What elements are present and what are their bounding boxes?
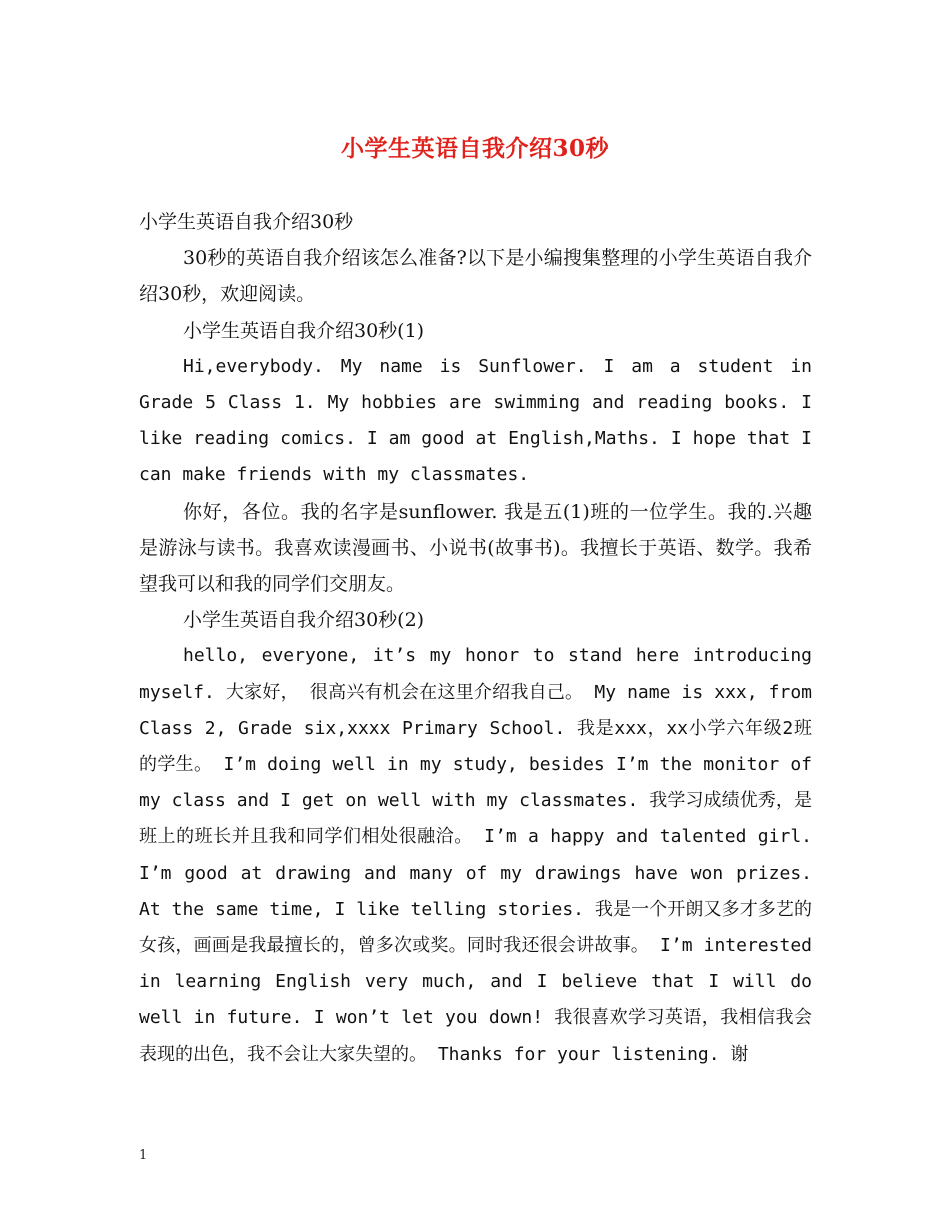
example-2-bilingual: hello, everyone, it’s my honor to stand here introducing myself. 大家好， 很高兴有机会在这里介绍我自己。 My name is xxx, from Class 2, Grade six,xxxx Primary School. 我是xxx，xx小学六年级2班的学生。 I’m doing well in my study, besides I’m the monitor of my class and I get on well with my classmates. 我学习成绩优秀，是班上的班长并且我和同学们相处很融洽。 I’m a happy and talented girl. I’m good at drawing and many of my drawings have won prizes. At the same time, I like telling stories. 我是一个开朗又多才多艺的女孩，画画是我最擅长的，曾多次或奖。同时我还很会讲故事。 I’m interested in learning English very much, and I believe that I will do well in future. I won’t let you down! 我很喜欢学习英语，我相信我会表现的出色，我不会让大家失望的。 Thanks for your listening. 谢 xyxy=(139,645,812,1065)
section-heading: 小学生英语自我介绍30秒 xyxy=(139,211,354,233)
example-2-heading: 小学生英语自我介绍30秒(2) xyxy=(183,609,425,632)
example-1-english: Hi,everybody. My name is Sunflower. I am a student in Grade 5 Class 1. My hobbies are swimming and reading books. I like reading comics. I am good at English,Maths. I hope that I can make friends with my classmates. xyxy=(139,355,812,486)
example-1-heading: 小学生英语自我介绍30秒(1) xyxy=(183,319,425,342)
page-number: 1 xyxy=(139,1148,148,1163)
document-title: 小学生英语自我介绍30秒 xyxy=(340,135,609,162)
example-1-chinese: 你好，各位。我的名字是sunflower. 我是五(1)班的一位学生。我的.兴趣是游泳与读书。我喜欢读漫画书、小说书(故事书)。我擅长于英语、数学。我希望我可以和我的同学们交朋友。 xyxy=(139,500,812,596)
intro-paragraph: 30秒的英语自我介绍该怎么准备?以下是小编搜集整理的小学生英语自我介绍30秒，欢迎阅读。 xyxy=(139,247,812,306)
document-body xyxy=(139,204,812,1073)
